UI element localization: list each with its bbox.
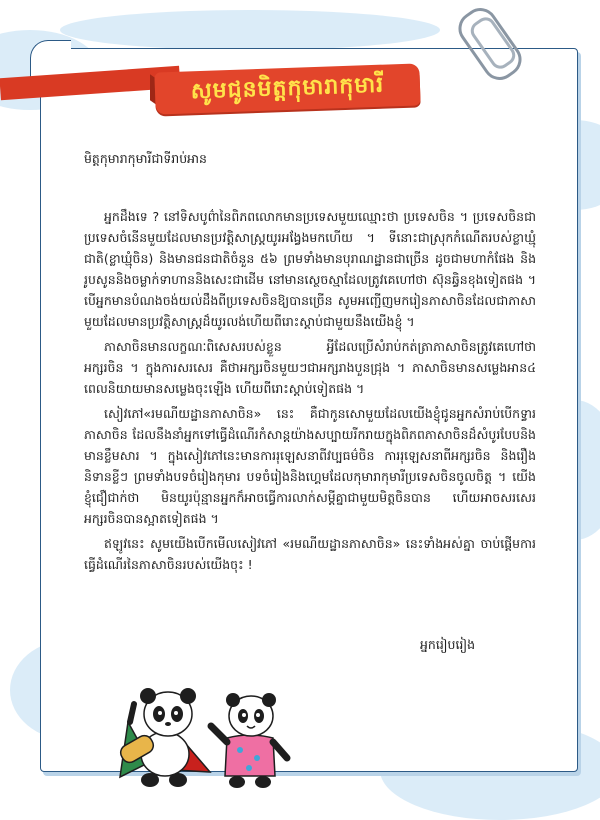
- banner-title: សូមជូនមិត្តកុមារាកុមារី: [190, 72, 385, 105]
- panda-mascot-scroll: [110, 682, 220, 792]
- letter-paragraph: ភាសាចិនមានលក្ខណៈពិសេសរបស់ខ្លួន អ្វីដែលប្រើសំរាប់កត់ត្រាភាសាចិនត្រូវគេហៅថា អក្សរចិន ។ ក្នុងការសរសេរ គឺថាអក្សរចិនមួយៗជាអក្សរាងបួនជ្រុង ។ ភាសាចិនមានសម្លេងអាន៤ ពេលនិយាយមានសម្លេងចុះឡើង ហើយពីរោះស្តាប់ទៀតផង ។: [84, 339, 536, 396]
- letter-paragraph: សៀវភៅ«រមណីយដ្ឋានភាសាចិន» នេះ គឺជាកូនសោមួយដែលយើងខ្ញុំជូនអ្នកសំរាប់បើកទ្វារភាសាចិន ដែលនឹងនាំអ្នកទៅធ្វើដំណើរកំសាន្តយ៉ាងសប្បាយរីករាយក្នុងពិភពភាសាចិនដ៏សំបូរបែបនិងមានខ្លឹមសារ ។ ក្នុងសៀវភៅនេះមានការរុឡេសនាពីវប្បធម៌ចិន ការរុឡេសនាពីអក្សរចិន និងរឿងនិទានខ្លីៗ ព្រមទាំងបទចំរៀងកុមារ បទចំរៀងនិងហ្គេមដែលកុមារាកុមារីប្រទេសចិនចូលចិត្ត ។ យើងខ្ញុំជឿជាក់ថា មិនយូរប៉ុន្មានអ្នកក៏អាចធ្វើការលាក់សម្ដីគ្នាជាមួយមិត្តចិនបាន ហើយអាចសរសេរអក្សរចិនបានស្អាតទៀតផង ។: [84, 406, 536, 526]
- background-splash: [60, 10, 440, 50]
- panda-mascot-waving: [205, 688, 295, 788]
- letter-paragraph: អ្នកដឹងទេ ? នៅទិសបូព៌ានៃពិភពលោកមានប្រទេសមួយឈ្មោះថា ប្រទេសចិន ។ ប្រទេសចិនជាប្រទេសចំនើនមួយដែលមានប្រវត្តិសាស្ត្រយូរអង្វែងមកហើយ ។ ទីនោះជាស្រុកកំណើតរបស់ខ្លាឃ្មុំជាតិ(ខ្លាឃ្មុំចិន) និងមានជនជាតិចំនួន ៥៦ ព្រមទាំងមានបុរាណដ្ឋានជាច្រើន ដូចជាមហាកំផែង និងរូបសូននិងចម្លាក់ទាហាននិងសេះជាដើម នៅមានស្ថេចស្មាដែលត្រូវគេហៅថា ស៊ុនឆ្វិនខុងទៀតផង ។ បើអ្នកមានបំណងចង់យល់ដឹងពីប្រទេសចិនឱ្យបានច្រើន សូមអញ្ជើញមករៀនភាសាចិនដែលជាភាសាមួយដែលមានប្រវត្តិសាស្ត្រដ៏យូរលង់ហើយពីរោះស្តាប់ជាមួយនឹងយើងខ្ញុំ ។: [84, 209, 536, 329]
- letter-body: [84, 206, 536, 579]
- letter-paragraph: ឥឡូវនេះ សូមយើងបើកមើលសៀវភៅ «រមណីយដ្ឋានភាសាចិន» នេះទាំងអស់គ្នា ចាប់ផ្តើមការធ្វើដំណើរនៃភាសាចិនរបស់យើងចុះ !: [84, 536, 536, 572]
- letter-signature: អ្នករៀបរៀង: [420, 637, 476, 652]
- letter-greeting: មិត្តកុមារាកុមារីជាទីរាប់អាន: [84, 151, 207, 166]
